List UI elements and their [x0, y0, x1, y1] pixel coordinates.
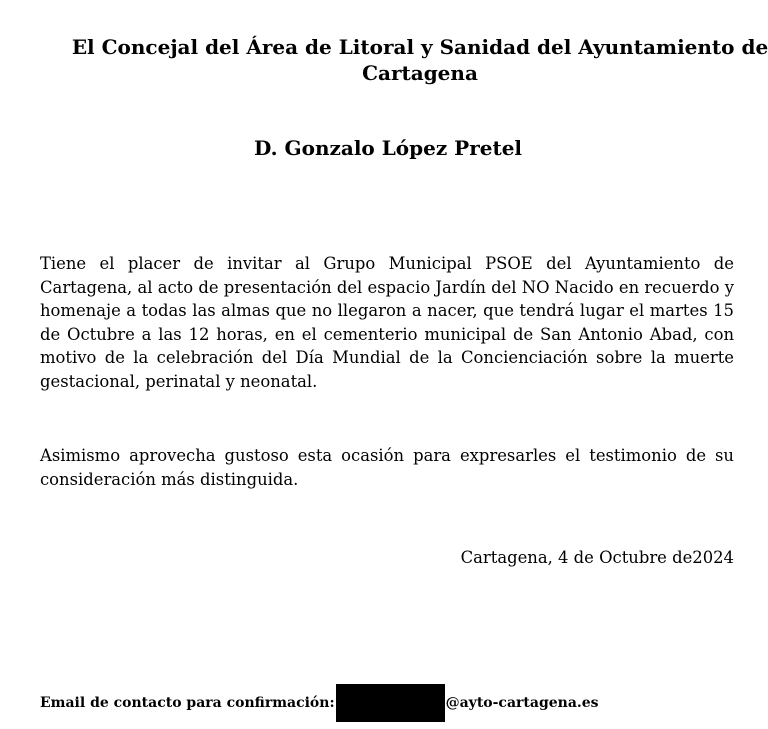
redacted-email-block — [336, 684, 445, 722]
email-domain: @ayto-cartagena.es — [445, 695, 599, 711]
closing-paragraph: Asimismo aprovecha gustoso esta ocasión para expresarles el testimonio de su consideración más distinguida. — [40, 446, 734, 489]
contact-label: Email de contacto para confirmación: — [40, 695, 335, 711]
invitation-paragraph: Tiene el placer de invitar al Grupo Municipal PSOE del Ayuntamiento de Cartagena, al acto de presentación del espacio Jardín del NO Nacido en recuerdo y homenaje a todas las almas que no llegaron a nacer, que tendrá lugar el martes 15 de Octubre a las 12 horas, en el cementerio municipal de San Antonio Abad, con motivo de la celebración del Día Mundial de la Concienciación sobre la muerte gestacional, perinatal y neonatal. — [40, 254, 734, 391]
date-line: Cartagena, 4 de Octubre de2024 — [460, 548, 734, 567]
document-title: El Concejal del Área de Litoral y Sanidad del Ayuntamiento de Cartagena — [71, 35, 768, 85]
contact-line — [40, 684, 599, 722]
official-name: D. Gonzalo López Pretel — [253, 136, 523, 160]
